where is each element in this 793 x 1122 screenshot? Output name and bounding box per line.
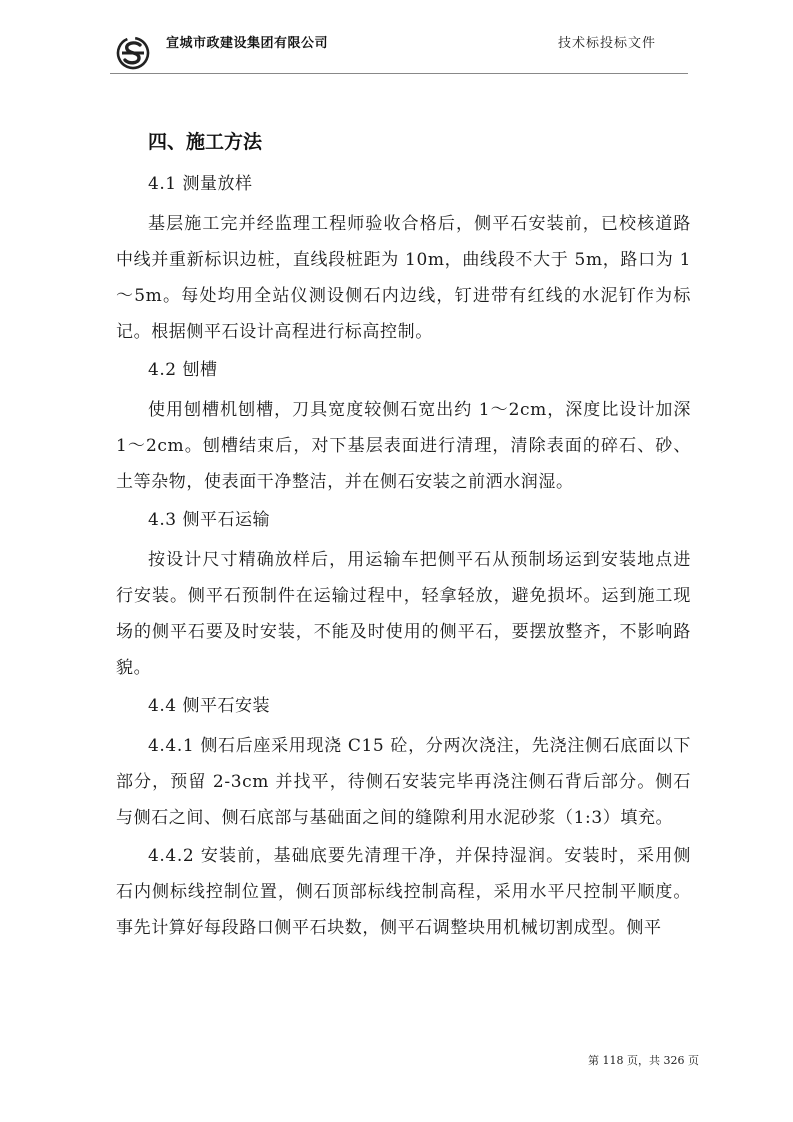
company-name: 宣城市政建设集团有限公司 — [166, 36, 329, 51]
paragraph-4-3: 按设计尺寸精确放样后，用运输车把侧平石从预制场运到安装地点进行安装。侧平石预制件在运输过程中，轻拿轻放，避免损坏。运到施工现场的侧平石要及时安装，不能及时使用的侧平石，要摆放整齐，不影响路貌。 — [116, 550, 691, 678]
subsection-title-4-3: 4.3 侧平石运输 — [148, 510, 270, 530]
subsection-title-4-4: 4.4 侧平石安装 — [148, 696, 270, 716]
document-type: 技术标投标文件 — [558, 36, 657, 51]
section-title: 四、施工方法 — [148, 131, 263, 153]
paragraph-4-2: 使用刨槽机刨槽，刀具宽度较侧石宽出约 1～2cm，深度比设计加深 1～2cm。刨槽结束后，对下基层表面进行清理，清除表面的碎石、砂、土等杂物，使表面干净整洁，并在侧石安装之前洒水润湿。 — [116, 400, 691, 492]
page-number: 第 118 页，共 326 页 — [588, 1054, 699, 1067]
header-divider — [110, 73, 688, 74]
subsection-title-4-2: 4.2 刨槽 — [148, 360, 218, 380]
subsection-title-4-1: 4.1 测量放样 — [148, 174, 253, 194]
page-body — [116, 122, 691, 948]
paragraph-4-4-1: 4.4.1 侧石后座采用现浇 C15 砼，分两次浇注，先浇注侧石底面以下部分，预留 2-3cm 并找平，待侧石安装完毕再浇注侧石背后部分。侧石与侧石之间、侧石底部与基础面之间的缝隙利用水泥砂浆（1:3）填充。 — [116, 736, 691, 828]
company-logo-s-icon — [113, 33, 153, 73]
page-header — [0, 0, 793, 80]
paragraph-4-1: 基层施工完并经监理工程师验收合格后，侧平石安装前，已校核道路中线并重新标识边桩，直线段桩距为 10m，曲线段不大于 5m，路口为 1～5m。每处均用全站仪测设侧石内边线，钉进带有红线的水泥钉作为标记。根据侧平石设计高程进行标高控制。 — [116, 214, 691, 342]
paragraph-4-4-2: 4.4.2 安装前，基础底要先清理干净，并保持湿润。安装时，采用侧石内侧标线控制位置，侧石顶部标线控制高程，采用水平尺控制平顺度。事先计算好每段路口侧平石块数，侧平石调整块用机械切割成型。侧平 — [116, 846, 691, 938]
